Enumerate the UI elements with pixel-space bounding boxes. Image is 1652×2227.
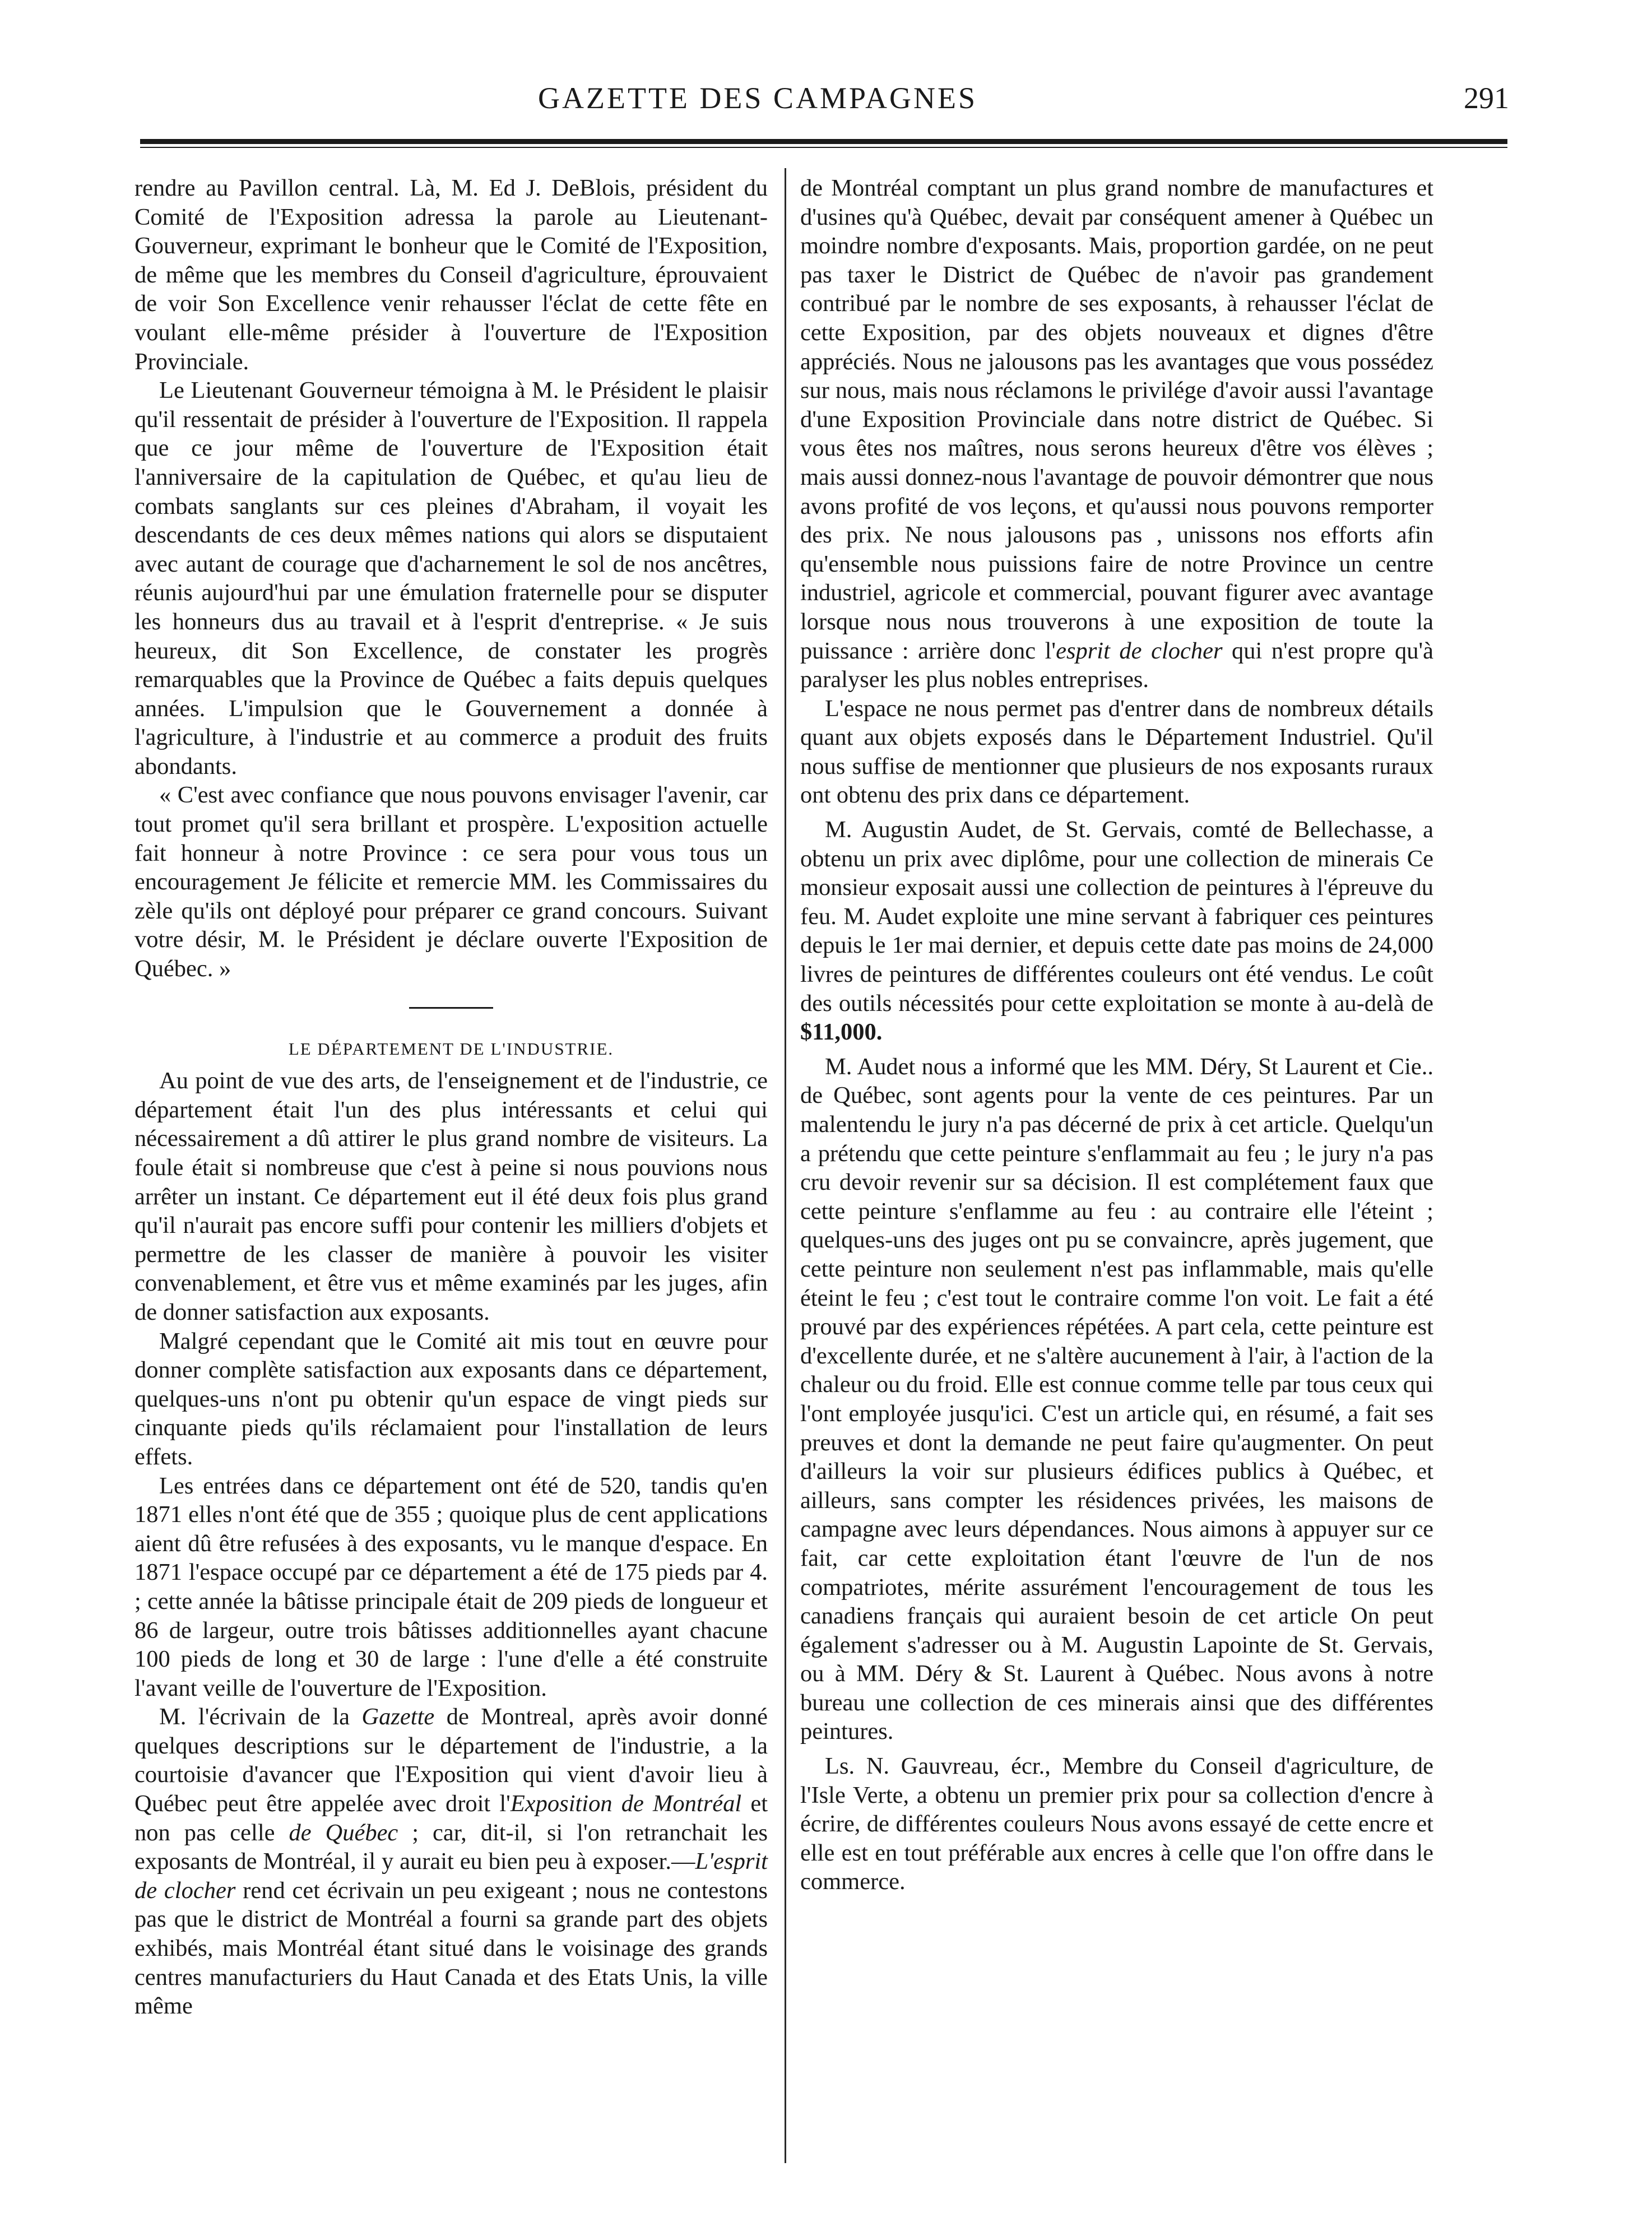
- section-separator: [409, 1007, 493, 1009]
- italic-text: esprit de clocher: [1056, 637, 1223, 664]
- page-number: 291: [1464, 81, 1509, 115]
- italic-text: de Québec: [289, 1819, 398, 1846]
- text-run: M. Augustin Audet, de St. Gervais, comté de Bellechasse, a obtenu un prix avec diplôme, pour une collection de minerais Ce monsieur exposait aussi une collection de peintures à l'épreuve du feu. M. Audet exploite une mine servant à fabriquer ces peintures depuis le 1er mai dernier, et depuis cette date pas moins de 24,000 livres de peintures de différentes couleurs ont été vendus. Le coût des outils nécessités pour cette exploitation se monte à au-delà de: [800, 816, 1433, 1017]
- page-header: [0, 0, 1652, 115]
- paragraph: [800, 174, 1433, 694]
- italic-text: L'esprit de clocher: [134, 1848, 768, 1904]
- paragraph: Les entrées dans ce département ont été de 520, tandis qu'en 1871 elles n'ont été que de 355 ; quoique plus de cent applications aient dû être refusées à des exposants, vu le manque d'espace. En 1871 l'espace occupé par ce département a été de 175 pieds par 4. ; cette année la bâtisse principale était de 209 pieds de longueur et 86 de largeur, outre trois bâtisses additionnelles ayant chacune 100 pieds de long et 30 de large : l'une d'elle a été construite l'avant veille de l'ouverture de l'Exposition.: [134, 1472, 768, 1701]
- text-run: qui n'est propre qu'à paralyser les plus nobles entreprises.: [800, 637, 1433, 693]
- paragraph: L'espace ne nous permet pas d'entrer dans de nombreux détails quant aux objets exposés dans le Département Industriel. Qu'il nous suffise de mentionner que plusieurs de nos exposants ruraux ont obtenu des prix dans ce département.: [800, 695, 1433, 809]
- right-column: [800, 174, 1433, 1896]
- left-column: [134, 174, 768, 2021]
- paragraph: M. Audet nous a informé que les MM. Déry, St Laurent et Cie.. de Québec, sont agents pour la vente de ces peintures. Par un malentendu le jury n'a pas décerné de prix à cet article. Quelqu'un a prétendu que cette peinture s'enflammait au feu ; le jury n'a pas cru devoir revenir sur sa décision. Il est complétement faux que cette peinture s'enflamme au feu : au contraire elle l'éteint ; quelques-uns des juges ont pu se convaincre, après jugement, que cette peinture non seulement n'est pas inflammable, mais qu'elle éteint le feu ; c'est tout le contraire comme l'on voit. Le fait a été prouvé par des expériences répétées. A part cela, cette peinture est d'excellente durée, et ne s'altère aucunement à l'air, à l'action de la chaleur ou du froid. Elle est connue comme telle par tous ceux qui l'ont employée jusqu'ici. C'est un article qui, en résumé, a fait ses preuves et dont la demande ne peut faire qu'augmenter. On peut d'ailleurs la voir sur plusieurs édifices publics à Québec, et ailleurs, sans compter les résidences privées, les maisons de campagne avec leurs dépendances. Nous aimons à appuyer sur ce fait, car cette exploitation étant l'œuvre de l'un de nos compatriotes, mérite assurément l'encouragement de tous les canadiens français qui auraient besoin de cet article On peut également s'adresser ou à M. Augustin Lapointe de St. Gervais, ou à MM. Déry & St. Laurent à Québec. Nous avons à notre bureau une collection de ces minerais ainsi que des différentes peintures.: [800, 1053, 1433, 1745]
- text-run: et non pas celle: [134, 1790, 768, 1846]
- italic-text: Gazette: [361, 1704, 435, 1730]
- italic-text: Exposition de Montréal: [510, 1790, 742, 1817]
- paragraph: [800, 815, 1433, 1047]
- paragraph: Le Lieutenant Gouverneur témoigna à M. le Président le plaisir qu'il ressentait de présider à l'ouverture de l'Exposition. Il rappela que ce jour même de l'ouverture de l'Exposition était l'anniversaire de la capitulation de Québec, et qu'au lieu de combats sanglants sur ces pleines d'Abraham, il voyait les descendants de ces deux mêmes nations qui alors se disputaient avec autant de courage que d'acharnement le sol de nos ancêtres, réunis aujourd'hui par une émulation fraternelle pour se disputer les honneurs dus au travail et à l'esprit d'entreprise. « Je suis heureux, dit Son Excellence, de constater les progrès remarquables que la Province de Québec a faits depuis quelques années. L'impulsion que le Gouvernement a donnée à l'agriculture, à l'industrie et au commerce a produit des fruits abondants.: [134, 377, 768, 780]
- paragraph: Ls. N. Gauvreau, écr., Membre du Conseil d'agriculture, de l'Isle Verte, a obtenu un premier prix pour sa collection d'encre à écrire, de différentes couleurs Nous avons essayé de cette encre et elle est en tout préférable aux encres à celle que l'on offre dans le commerce.: [800, 1753, 1433, 1895]
- running-title: GAZETTE DES CAMPAGNES: [538, 81, 978, 115]
- paragraph: Malgré cependant que le Comité ait mis tout en œuvre pour donner complète satisfaction aux exposants dans ce département, quelques-uns n'ont pu obtenir qu'un espace de vingt pieds sur cinquante pieds qu'ils réclamaient pour l'installation de leurs effets.: [134, 1328, 768, 1470]
- paragraph: Au point de vue des arts, de l'enseignement et de l'industrie, ce département était l'un des plus intéressants et celui qui nécessairement a dû attirer le plus grand nombre de visiteurs. La foule était si nombreuse que c'est à peine si nous pouvions nous arrêter un instant. Ce département eut il été deux fois plus grand qu'il n'aurait pas encore suffi pour contenir les milliers d'objets et permettre de les classer de manière à pouvoir les visiter convenablement, et être vus et même examinés par les juges, afin de donner satisfaction aux exposants.: [134, 1068, 768, 1325]
- column-divider: [785, 168, 786, 2163]
- header-rule-thick: [140, 139, 1507, 144]
- paragraph: « C'est avec confiance que nous pouvons envisager l'avenir, car tout promet qu'il sera brillant et prospère. L'exposition actuelle fait honneur à notre Province : ce sera pour vous tous un encouragement Je félicite et remercie MM. les Commissaires du zèle qu'ils ont déployé pour préparer ce grand concours. Suivant votre désir, M. le Président je déclare ouverte l'Exposition de Québec. »: [134, 782, 768, 982]
- paragraph: rendre au Pavillon central. Là, M. Ed J. DeBlois, président du Comité de l'Exposition adressa la parole au Lieutenant-Gouverneur, exprimant le bonheur que le Comité de l'Exposition, de même que les membres du Conseil d'agriculture, éprouvaient de voir Son Excellence venir rehausser l'éclat de cette fête en voulant elle-même présider à l'ouverture de l'Exposition Provinciale.: [134, 175, 768, 375]
- amount: $11,000.: [800, 1019, 883, 1046]
- paragraph: [134, 1702, 768, 2021]
- text-run: rend cet écrivain un peu exigeant ; nous ne contestons pas que le district de Montréal a fourni sa grande part des objets exhibés, mais Montréal étant situé dans le voisinage des grands centres manufacturiers du Haut Canada et des Etats Unis, la ville même: [134, 1877, 768, 2020]
- text-run: de Montréal comptant un plus grand nombre de manufactures et d'usines qu'à Québec, devait par conséquent amener à Québec un moindre nombre d'exposants. Mais, proportion gardée, on ne peut pas taxer le District de Québec de n'avoir pas grandement contribué par le nombre de ses exposants, à rehausser l'éclat de cette Exposition, par des objets nouveaux et dignes d'être appréciés. Nous ne jalousons pas les avantages que vous possédez sur nous, mais nous réclamons le privilége d'avoir aussi l'avantage d'une Exposition Provinciale dans notre district de Québec. Si vous êtes nos maîtres, nous serons heureux d'être vos élèves ; mais aussi donnez-nous l'avantage de pouvoir démontrer que nous avons profité de vos leçons, et qu'aussi nous pouvons remporter des prix. Ne nous jalousons pas , unissons nos efforts afin qu'ensemble nous puissions faire de notre Province un centre industriel, agricole et commercial, pouvant figurer avec avantage lorsque nous nous trouverons à une exposition de toute la puissance : arrière donc l': [800, 175, 1433, 664]
- header-rule-thin: [140, 147, 1507, 148]
- section-heading: LE DÉPARTEMENT DE L'INDUSTRIE.: [288, 1038, 614, 1059]
- text-run: M. l'écrivain de la: [159, 1704, 362, 1730]
- text-run: ; car, dit-il, si l'on retranchait les exposants de Montréal, il y aurait eu bien peu à exposer.—: [134, 1819, 768, 1875]
- text-run: de Montreal, après avoir donné quelques descriptions sur le département de l'industrie, a la courtoisie d'avancer que l'Exposition qui vient d'avoir lieu à Québec peut être appelée avec droit l': [134, 1704, 768, 1817]
